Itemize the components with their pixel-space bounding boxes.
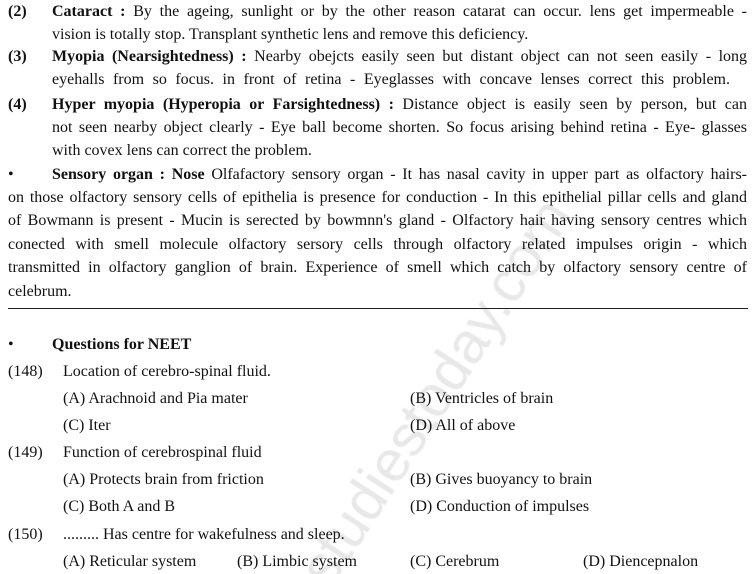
item-number: (2)	[8, 3, 27, 20]
item-line	[52, 2, 747, 22]
option: (C) Both A and B	[63, 498, 176, 515]
question-number: (150)	[8, 526, 43, 543]
item-line: eyehalls from so focus. in front of retina - Eyeglasses with concave lenses correct this problem.	[52, 71, 730, 88]
item-title: Myopia (Nearsightedness) :	[52, 48, 247, 65]
item-line: vision is totally stop. Transplant synthetic lens and remove this deficiency.	[52, 26, 529, 43]
option: (B) Gives buoyancy to brain	[410, 471, 593, 488]
option: (B) Ventricles of brain	[410, 390, 554, 407]
option: (D) All of above	[410, 417, 516, 434]
bullet: •	[8, 166, 14, 183]
option: (A) Protects brain from friction	[63, 471, 264, 488]
question-number: (149)	[8, 444, 43, 461]
item-text: Nearby obejcts easily seen but distant object can not seen easily - long	[254, 48, 748, 65]
bullet: •	[8, 336, 14, 353]
item-text: Distance object is easily seen by person, but can	[402, 96, 748, 113]
sensory-line: celebrum.	[8, 283, 72, 300]
sensory-line: transmitted in olfactory ganglion of brain. Experience of smell which catch by olfactory sensory centre of	[8, 259, 747, 276]
option: (D) Diencepnalon	[583, 553, 699, 570]
option: (A) Reticular system	[63, 553, 197, 570]
item-number: (4)	[8, 96, 27, 113]
questions-heading: Questions for NEET	[52, 336, 192, 353]
sensory-title: Sensory organ : Nose	[52, 166, 205, 183]
sensory-line	[52, 165, 747, 185]
sensory-line: on those olfactory sensory cells of epithelia is presence for conduction - In this epithelial pillar cells and gland	[8, 189, 747, 206]
sensory-line: conected with smell molecule olfactory sersory cells through olfactory related impulses origin - which	[8, 236, 747, 253]
item-text: By the ageing, sunlight or by the other reason catarat can occur. lens get impermeable -	[133, 3, 748, 20]
item-line	[52, 47, 747, 67]
sensory-line: of Bowmann is present - Mucin is serected by bowmnn's gland - Olfactory hair having sensory centres which	[8, 212, 747, 229]
option: (C) Cerebrum	[410, 553, 500, 570]
question-number: (148)	[8, 363, 43, 380]
item-line: not seen nearby object clearly - Eye ball become shorten. So focus arising behind retina - Eye- glasses	[52, 119, 747, 136]
option: (B) Limbic system	[237, 553, 357, 570]
divider	[8, 308, 748, 309]
item-line	[52, 95, 747, 115]
option: (C) Iter	[63, 417, 111, 434]
option: (A) Arachnoid and Pia mater	[63, 390, 248, 407]
item-line: with covex lens can correct the problem.	[52, 142, 312, 159]
item-title: Hyper myopia (Hyperopia or Farsightedness) :	[52, 96, 394, 113]
sensory-text: Olfafactory sensory organ - It has nasal cavity in upper part as olfactory hairs-	[211, 166, 748, 183]
question-text: Function of cerebrospinal fluid	[63, 444, 262, 461]
question-text: ......... Has centre for wakefulness and sleep.	[63, 526, 345, 543]
option: (D) Conduction of impulses	[410, 498, 590, 515]
item-title: Cataract :	[52, 3, 126, 20]
question-text: Location of cerebro-spinal fluid.	[63, 363, 271, 380]
item-number: (3)	[8, 48, 27, 65]
